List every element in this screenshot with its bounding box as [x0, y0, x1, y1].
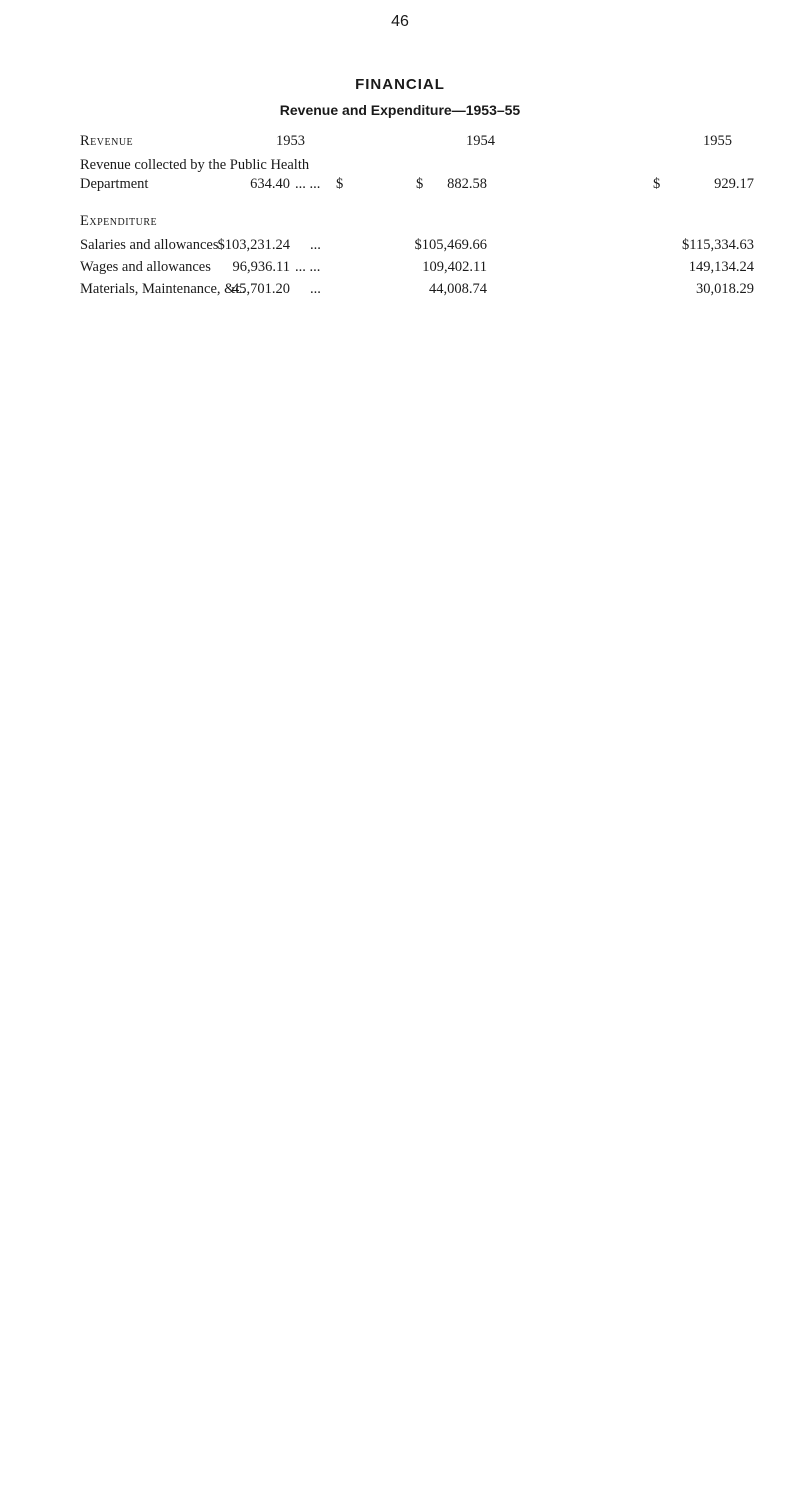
table-header-row: [80, 133, 760, 153]
value-1953: 45,701.20: [232, 281, 290, 297]
revenue-label-line2: Department: [80, 176, 149, 192]
revenue-row: [80, 176, 760, 196]
value-1953: 96,936.11: [232, 259, 290, 275]
currency-1955: $: [653, 176, 661, 192]
expenditure-heading: Expenditure: [80, 213, 158, 229]
section-title: FINANCIAL: [355, 76, 445, 93]
row-label: Wages and allowances: [80, 259, 211, 275]
expenditure-heading-row: [80, 213, 760, 233]
leader-dots: ...: [310, 237, 321, 253]
revenue-label-line1: Revenue collected by the Public Health: [80, 157, 310, 173]
value-1955: 149,134.24: [688, 259, 754, 275]
revenue-row-line1: [80, 157, 760, 177]
table-title: Revenue and Expenditure—1953–55: [279, 102, 521, 118]
table-row: [80, 259, 760, 279]
year-1953: 1953: [276, 133, 305, 149]
leader-dots: ... ...: [295, 176, 321, 192]
currency-1954: $: [416, 176, 424, 192]
leader-dots: ...: [310, 281, 321, 297]
revenue-1954: 882.58: [447, 176, 487, 192]
revenue-1955: 929.17: [714, 176, 754, 192]
page-number: 46: [391, 13, 409, 30]
year-1955: 1955: [703, 133, 732, 149]
revenue-1953: 634.40: [250, 176, 290, 192]
revenue-heading: Revenue: [80, 133, 134, 149]
year-1954: 1954: [466, 133, 495, 149]
row-label: Materials, Maintenance, &c.: [80, 281, 246, 297]
value-1954: 44,008.74: [429, 281, 487, 297]
table-row: [80, 281, 760, 301]
value-1954: 109,402.11: [422, 259, 487, 275]
value-1953: $103,231.24: [217, 237, 290, 253]
leader-dots: ... ...: [295, 259, 321, 275]
row-label: Salaries and allowances: [80, 237, 219, 253]
table-row: [80, 237, 760, 257]
value-1955: 30,018.29: [696, 281, 754, 297]
value-1955: $115,334.63: [682, 237, 754, 253]
currency-1953: $: [336, 176, 344, 192]
value-1954: $105,469.66: [414, 237, 487, 253]
